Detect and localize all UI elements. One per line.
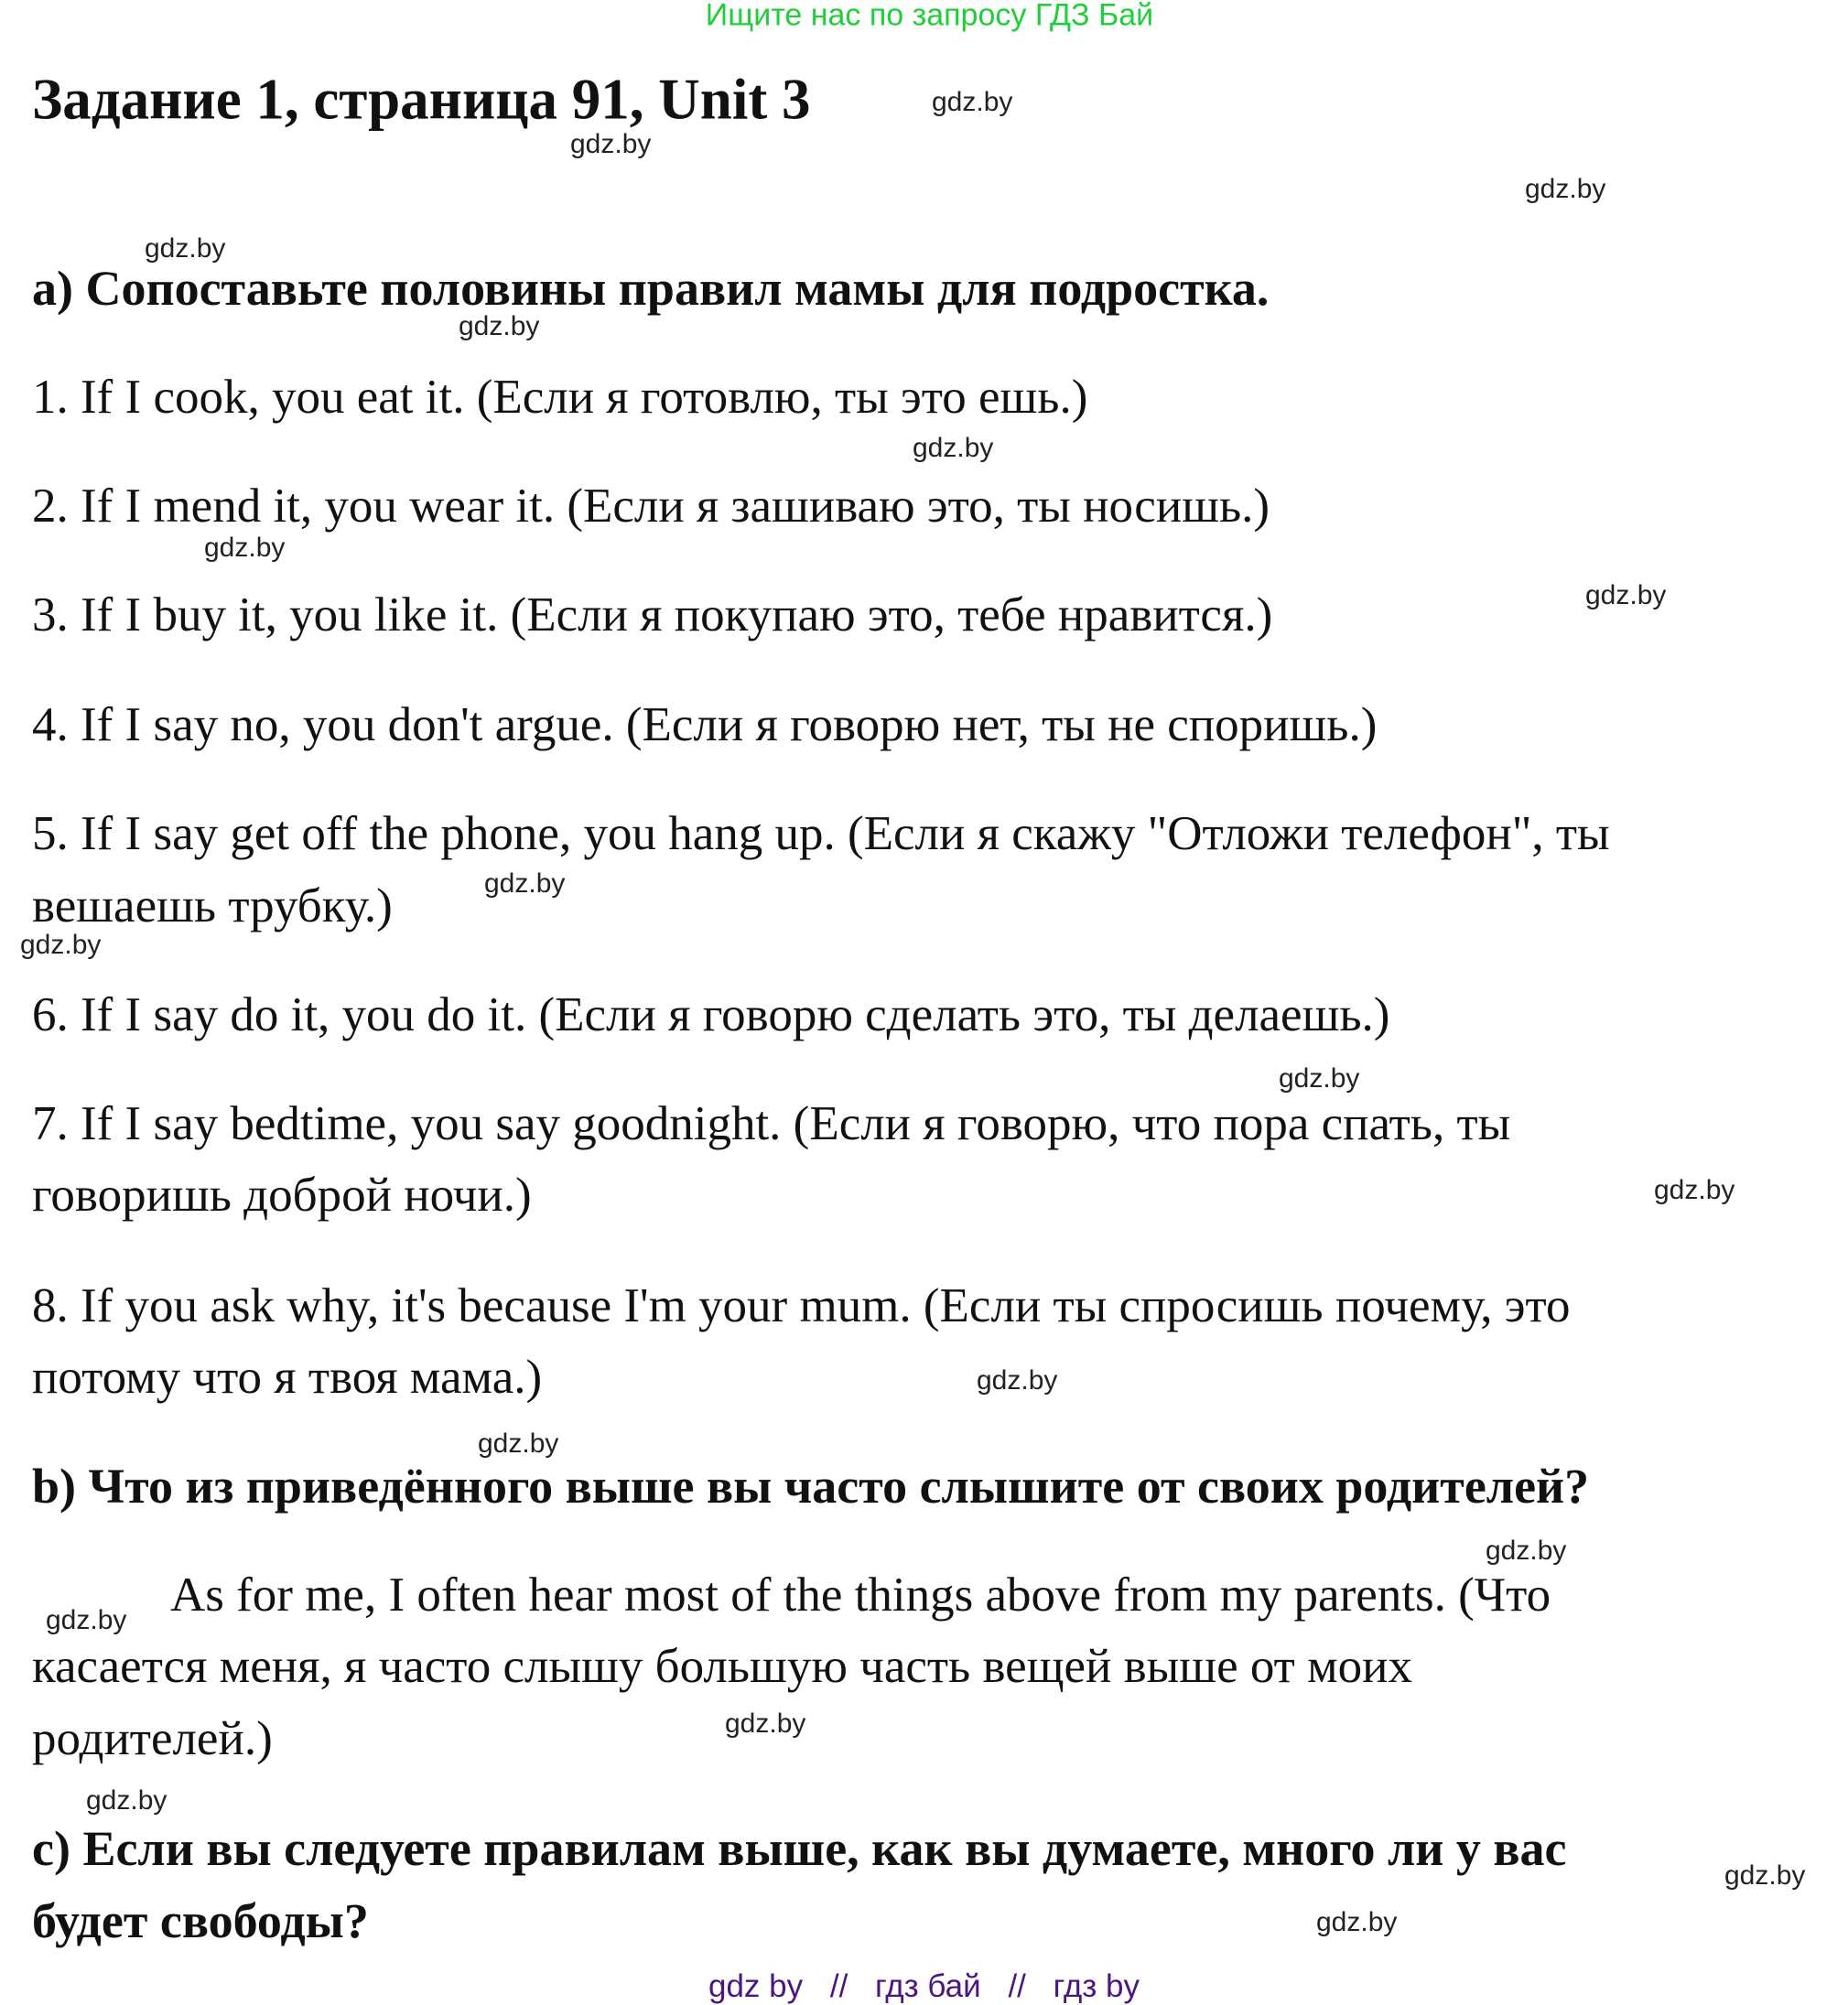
rule-item-3: 3. If I buy it, you like it. (Если я покупаю это, тебе нравится.) <box>32 588 1273 641</box>
answer-line-2: касается меня, я часто слышу большую часть вещей выше от моих <box>32 1640 1412 1693</box>
rule-item-6: 6. If I say do it, you do it. (Если я говорю сделать это, ты делаешь.) <box>32 988 1390 1041</box>
watermark: gdz.by <box>1724 1860 1806 1891</box>
watermark: gdz.by <box>145 233 226 264</box>
watermark: gdz.by <box>1525 174 1606 204</box>
watermark: gdz.by <box>1585 580 1667 610</box>
watermark: gdz.by <box>484 868 566 899</box>
watermark: gdz.by <box>725 1709 806 1739</box>
section-a-heading: a) Сопоставьте половины правил мамы для подростка. <box>32 261 1270 316</box>
watermark: gdz.by <box>570 129 652 159</box>
footer-link-gdz-by[interactable]: gdz by <box>708 1968 804 2004</box>
watermark: gdz.by <box>1654 1175 1735 1205</box>
rule-item-1: 1. If I cook, you eat it. (Если я готовлю, ты это ешь.) <box>32 371 1088 424</box>
footer-separator: // <box>1008 1968 1026 2004</box>
answer-line-1: As for me, I often hear most of the things above from my parents. (Что <box>170 1568 1551 1622</box>
watermark: gdz.by <box>459 311 540 341</box>
footer-links <box>0 1968 1848 2005</box>
footer-link-gdz-by-ru[interactable]: гдз by <box>1053 1968 1140 2004</box>
watermark: gdz.by <box>1279 1063 1360 1094</box>
watermark: gdz.by <box>20 930 102 960</box>
rule-item-4: 4. If I say no, you don't argue. (Если я говорю нет, ты не споришь.) <box>32 698 1378 751</box>
page-title: Задание 1, страница 91, Unit 3 <box>32 67 811 132</box>
watermark: gdz.by <box>977 1365 1058 1396</box>
footer-separator: // <box>829 1968 848 2004</box>
search-banner: Ищите нас по запросу ГДЗ Бай <box>705 0 1154 33</box>
watermark: gdz.by <box>204 533 286 563</box>
watermark: gdz.by <box>1316 1907 1398 1937</box>
watermark: gdz.by <box>86 1785 168 1816</box>
rule-item-5: 5. If I say get off the phone, you hang up. (Если я скажу "Отложи телефон", ты <box>32 807 1610 860</box>
rule-item-5-cont: вешаешь трубку.) <box>32 879 393 932</box>
watermark: gdz.by <box>478 1428 559 1459</box>
rule-item-2: 2. If I mend it, you wear it. (Если я зашиваю это, ты носишь.) <box>32 480 1270 533</box>
rule-item-7-cont: говоришь доброй ночи.) <box>32 1169 532 1222</box>
answer-line-3: родителей.) <box>32 1712 273 1765</box>
footer-link-gdz-bai[interactable]: гдз бай <box>875 1968 981 2004</box>
rule-item-7: 7. If I say bedtime, you say goodnight. (Если я говорю, что пора спать, ты <box>32 1097 1511 1150</box>
watermark: gdz.by <box>913 433 994 463</box>
watermark: gdz.by <box>1486 1536 1567 1566</box>
rule-item-8-cont: потому что я твоя мама.) <box>32 1351 543 1404</box>
section-b-heading: b) Что из приведённого выше вы часто слышите от своих родителей? <box>32 1459 1590 1514</box>
section-c-heading-cont: будет свободы? <box>32 1893 369 1948</box>
watermark: gdz.by <box>932 87 1013 117</box>
rule-item-8: 8. If you ask why, it's because I'm your mum. (Если ты спросишь почему, это <box>32 1279 1571 1332</box>
section-c-heading: c) Если вы следуете правилам выше, как вы думаете, много ли у вас <box>32 1821 1567 1876</box>
watermark: gdz.by <box>46 1605 127 1635</box>
